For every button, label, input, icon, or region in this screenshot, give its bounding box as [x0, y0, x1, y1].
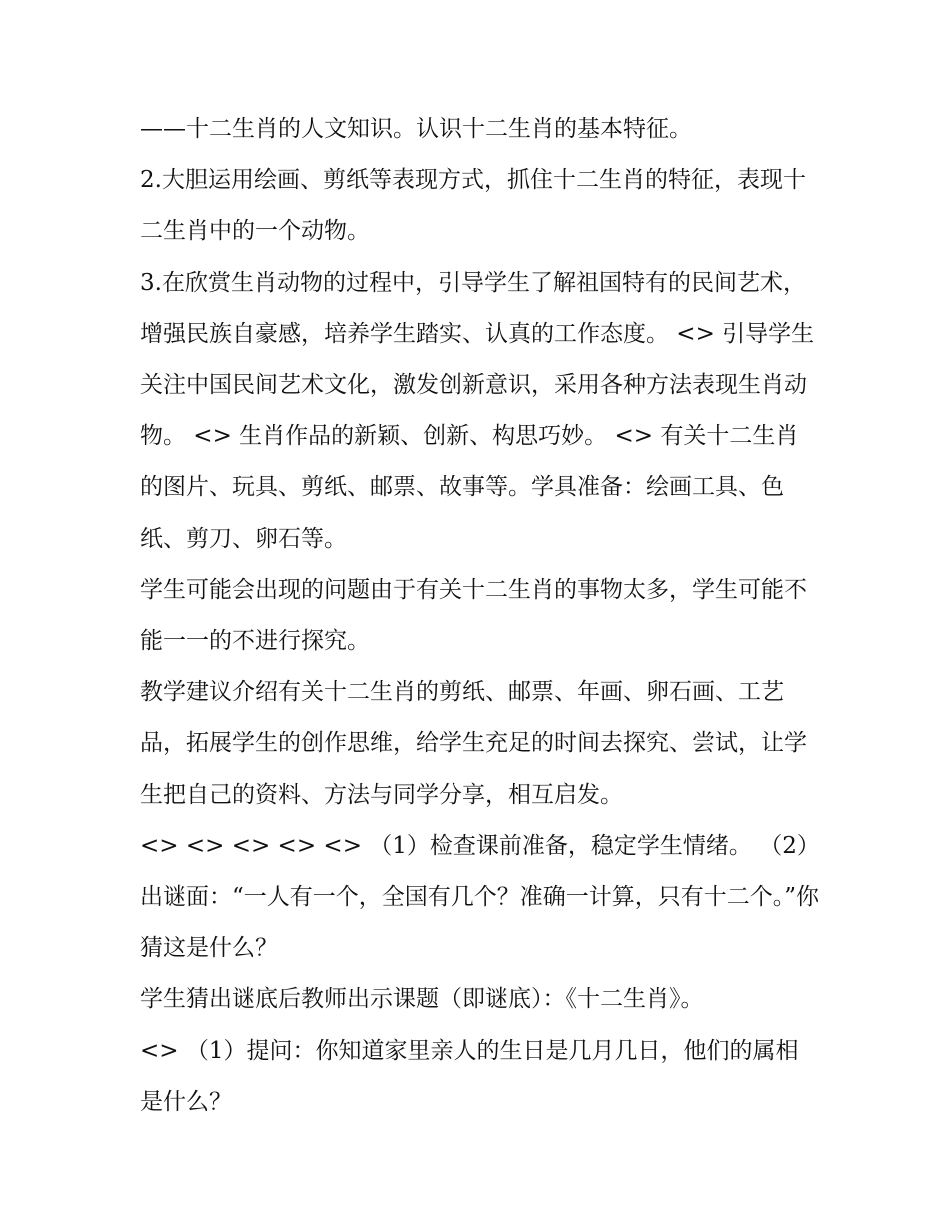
paragraph-possible-problems: 学生可能会出现的问题由于有关十二生肖的事物太多，学生可能不能一一的不进行探究。 [140, 576, 807, 655]
paragraph-objective-2: 2.大胆运用绘画、剪纸等表现方式，抓住十二生肖的特征，表现十二生肖中的一个动物。 [140, 167, 806, 245]
document-body [140, 104, 820, 1128]
paragraph-lesson-title: 学生猜出谜底后教师出示课题（即谜底）：《十二生肖》。 [140, 986, 704, 1013]
paragraph-objective-1: ——十二生肖的人文知识。认识十二生肖的基本特征。 [140, 116, 692, 142]
paragraph-teaching-suggestions: 教学建议介绍有关十二生肖的剪纸、邮票、年画、卵石画、工艺品，拓展学生的创作思维，给学生充足的时间去探究、尝试，让学生把自己的资料、方法与同学分享，相互启发。 [140, 679, 807, 808]
paragraph-objective-3: 3.在欣赏生肖动物的过程中，引导学生了解祖国特有的民间艺术，增强民族自豪感，培养学生踏实、认真的工作态度。 <> 引导学生关注中国民间艺术文化，激发创新意识，采用各种方法表现生肖动物。 <> 生肖作品的新颖、创新、构思巧妙。 <> 有关十二生肖的图片、玩具、剪纸、邮票、故事等。学具准备：绘画工具、色纸、剪刀、卵石等。 [140, 269, 815, 552]
paragraph-riddle: <> <> <> <> <> （1）检查课前准备，稳定学生情绪。 （2）出谜面：“一人有一个，全国有几个？准确一计算，只有十二个。”你猜这是什么？ [140, 832, 820, 962]
paragraph-question: <> （1）提问：你知道家里亲人的生日是几月几日，他们的属相是什么？ [140, 1037, 799, 1115]
